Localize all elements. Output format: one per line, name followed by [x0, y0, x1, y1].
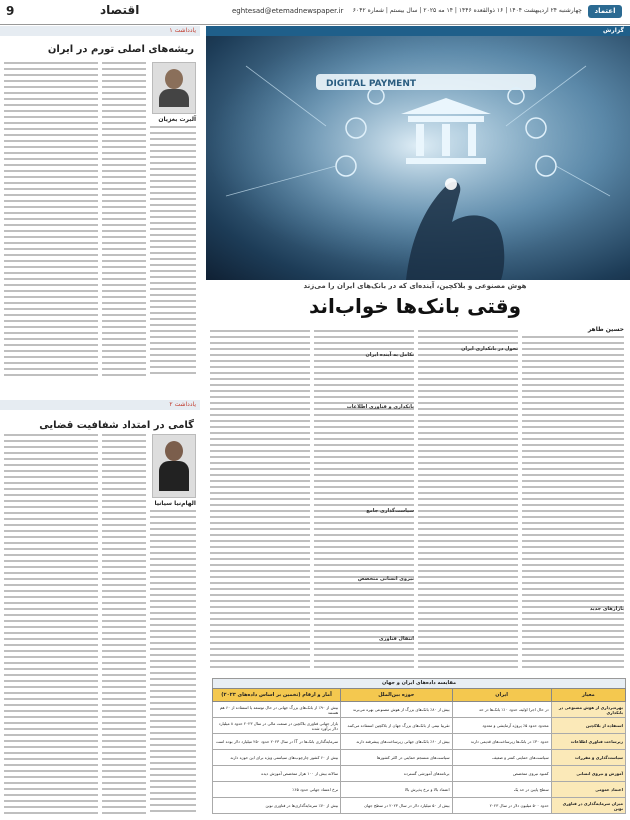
table-cell: میزان سرمایه‌گذاری در فناوری نوین — [551, 798, 625, 814]
hero-text: DIGITAL PAYMENT — [326, 79, 416, 89]
article-col-1 — [522, 336, 624, 672]
table-title: مقایسه داده‌های ایران و جهان — [212, 678, 626, 689]
page-number: 9 — [6, 4, 15, 18]
table-cell: حدود ۵۰۰ میلیون دلار در سال ۲۰۲۳ — [452, 798, 551, 814]
subhead-tech-transfer: انتقال فناوری — [379, 636, 414, 642]
table-cell: بیش از ۶۰٪ بانک‌های جهانی زیرساخت‌های پیشرفته دارند — [341, 734, 453, 750]
page-header — [0, 0, 630, 25]
issue-date: چهارشنبه ۲۴ اردیبهشت ۱۴۰۴ | ۱۶ ذوالقعده ۱۴۴۶ | ۱۴ مه ۲۰۲۵ | سال بیستم | شماره ۶۰۴۲ — [352, 7, 582, 14]
table-cell: بیش از ۸۰٪ بانک‌های بزرگ از هوش مصنوعی بهره می‌برند — [341, 702, 453, 718]
subhead-workforce: نیروی انسانی متخصص — [357, 576, 414, 582]
note1-title: ریشه‌های اصلی تورم در ایران — [47, 44, 194, 55]
note2-label: یادداشت ۲ — [0, 400, 200, 410]
hero-image — [206, 36, 630, 280]
table-row — [213, 798, 626, 814]
table-cell: بازار جهانی فناوری بلاکچین در صنعت مالی در سال ۲۰۲۳ حدود ۸ میلیارد دلار برآورد شده — [213, 718, 341, 734]
newspaper-logo: اعتماد — [588, 5, 622, 18]
note2-text-col1 — [150, 510, 196, 816]
table-cell: بیش از ۶۰ کشور چارچوب‌های سیاستی ویژه برای این حوزه دارند — [213, 750, 341, 766]
table-header-cell: ایران — [452, 689, 551, 702]
table-row — [213, 750, 626, 766]
table-cell: بهره‌برداری از هوش مصنوعی در بانکداری — [551, 702, 625, 718]
table-cell: سیاست‌گذاری و مقررات — [551, 750, 625, 766]
table-cell: محدود حدود ۵٪ پروژه آزمایشی و معدود — [452, 718, 551, 734]
table-row — [213, 718, 626, 734]
contact-email[interactable]: eghtesad@etemadnewspaper.ir — [232, 7, 344, 15]
table-cell: سرمایه‌گذاری بانک‌ها در IT در سال ۲۰۲۳ حدود ۲۵۰ میلیارد دلار بوده است — [213, 734, 341, 750]
table-cell: بیش از ۹۰٪ از بانک‌های بزرگ جهانی در حال توسعه یا استفاده از ۶۰ هم هستند — [213, 702, 341, 718]
note1-text-col2 — [102, 62, 146, 376]
table-cell: سالانه بیش از ۱۰۰ هزار متخصص آموزش دیده — [213, 766, 341, 782]
table-cell: استفاده از بلاکچین — [551, 718, 625, 734]
table-cell: نرخ اعتماد جهانی حدود ۶۵٪ — [213, 782, 341, 798]
table-cell: برنامه‌های آموزشی گسترده — [341, 766, 453, 782]
subhead-transformation: تحول در بانکداری ایران — [461, 346, 518, 352]
section-title: اقتصاد — [100, 3, 140, 17]
article-col-3 — [314, 330, 414, 672]
article-byline: حسین طاهر — [587, 326, 624, 333]
table-cell: سیاست‌های حمایتی کمتر و ضعیف — [452, 750, 551, 766]
article-headline: وقتی بانک‌ها خواب‌اند — [308, 294, 522, 318]
table-row — [213, 782, 626, 798]
table-cell: تقریبا نیمی از بانک‌های بزرگ جهان از بلاکچین استفاده می‌کنند — [341, 718, 453, 734]
table-cell: بیش از ۷۰٪ سرمایه‌گذاری‌ها در فناوری نوین — [213, 798, 341, 814]
note2-text-col3 — [4, 434, 98, 816]
subhead-new-markets: بازارهای جدید — [589, 606, 624, 612]
note1-text-col3 — [4, 62, 98, 376]
table-header-cell: آمار و ارقام (تخمین بر اساس داده‌های ۲۰۲۳) — [213, 689, 341, 702]
subhead-policy: سیاست‌گذاری جامع — [366, 508, 414, 514]
author-photo-2 — [152, 434, 196, 498]
author-photo — [152, 62, 196, 114]
table-row — [213, 766, 626, 782]
digital-payment-illustration — [206, 36, 630, 280]
table-header-cell: معیار — [551, 689, 625, 702]
table-cell: حدود ۳۰٪ در بانک‌ها زیرساخت‌های قدیمی دارند — [452, 734, 551, 750]
table-header-cell: حوزه بین‌الملل — [341, 689, 453, 702]
article-subheadline: هوش مصنوعی و بلاکچین، آینده‌ای که در بانک‌های ایران را می‌زند — [303, 282, 527, 290]
table-cell: اعتماد عمومی — [551, 782, 625, 798]
subhead-future: تکامل به آینده ایران — [365, 352, 414, 358]
table-cell: زیرساخت فناوری اطلاعات — [551, 734, 625, 750]
note2-author: الهام‌نیا سیانیا — [154, 500, 196, 507]
table-cell: سطح پایین در حد یک — [452, 782, 551, 798]
article-col-4 — [210, 330, 310, 672]
table-cell: سیاست‌های منسجم حمایتی در اکثر کشورها — [341, 750, 453, 766]
left-column — [0, 26, 200, 820]
report-label-bar — [206, 26, 630, 36]
subhead-banking-it: بانکداری و فناوری اطلاعات — [346, 404, 414, 410]
table-header-row — [213, 689, 626, 702]
table-cell: اعتماد بالا و نرخ پذیرش بالا — [341, 782, 453, 798]
note2-text-col2 — [102, 434, 146, 816]
table-cell: کمبود نیروی متخصص — [452, 766, 551, 782]
note1-author: آلبرت بغزیان — [158, 116, 196, 123]
note2-title: گامی در امتداد شفافیت قضایی — [39, 420, 194, 431]
report-label: گزارش — [602, 27, 624, 34]
note1-label: یادداشت ۱ — [0, 26, 200, 36]
table-row — [213, 734, 626, 750]
table-cell: بیش از ۵۰ میلیارد دلار در سال ۲۰۲۳ در سطح جهان — [341, 798, 453, 814]
table-row — [213, 702, 626, 718]
note1-text-col1 — [150, 126, 196, 376]
table-cell: آموزش و نیروی انسانی — [551, 766, 625, 782]
table-cell: در حال اجرا اولیه، حدود ۱۰٪ بانک‌ها در حد — [452, 702, 551, 718]
article-col-2 — [418, 330, 518, 672]
comparison-table — [212, 688, 626, 814]
